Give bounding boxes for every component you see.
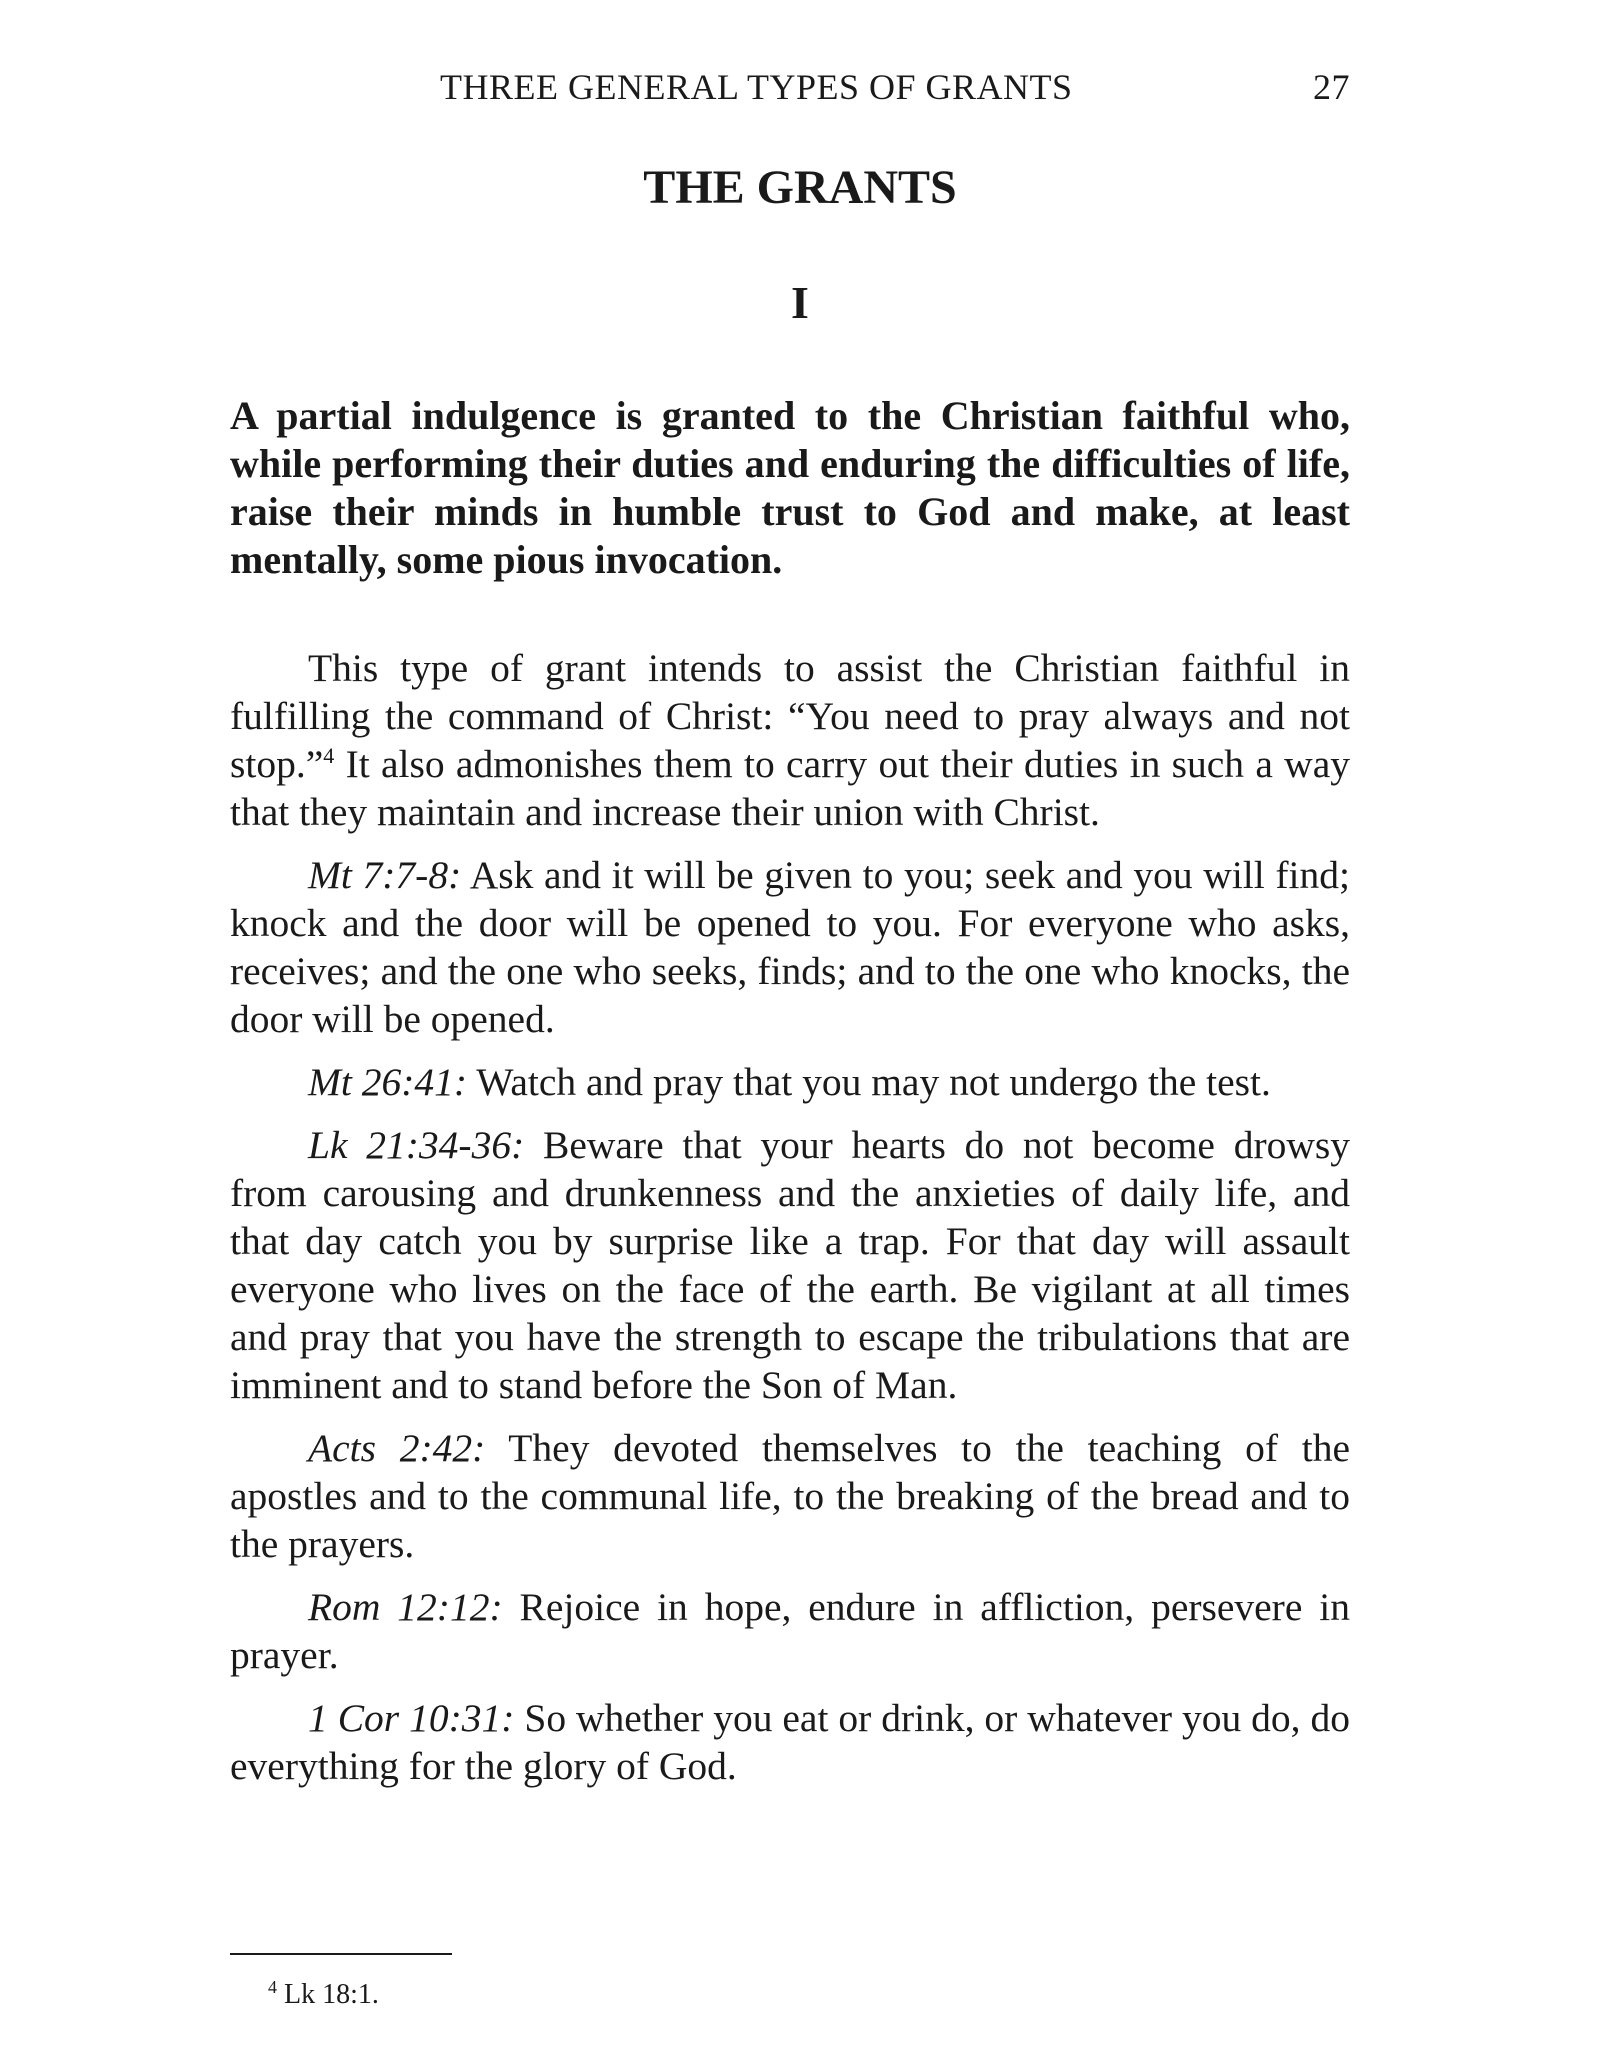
scripture-text: They devoted themselves to the teaching of the apostles and to the communal life, to the breaking of the bread and to the prayers. bbox=[230, 1426, 1350, 1566]
footnote bbox=[268, 1978, 379, 2012]
footnote-reference[interactable]: 4 bbox=[323, 743, 335, 768]
intro-text-continued: It also admonishes them to carry out their duties in such a way that they maintain and increase their union with Christ. bbox=[230, 742, 1350, 834]
scripture-text: Ask and it will be given to you; seek and you will find; knock and the door will be opened to you. For everyone who asks, receives; and the one who seeks, finds; and to the one who knocks, the door will be opened. bbox=[230, 853, 1350, 1041]
intro-text: This type of grant intends to assist the Christian faithful in fulfilling the command of Christ: “You need to pray always and not stop.” bbox=[230, 646, 1350, 786]
citation-paragraph bbox=[230, 1058, 1350, 1106]
grant-number: I bbox=[791, 277, 809, 328]
running-title: THREE GENERAL TYPES OF GRANTS bbox=[440, 67, 1073, 107]
citation-paragraph bbox=[230, 1694, 1350, 1790]
scripture-reference: 1 Cor 10:31: bbox=[308, 1696, 515, 1740]
scripture-reference: Rom 12:12: bbox=[308, 1585, 503, 1629]
citation-paragraph bbox=[230, 851, 1350, 1043]
commentary-body bbox=[230, 644, 1350, 1805]
section-title: THE GRANTS bbox=[643, 161, 957, 214]
page-number: 27 bbox=[1313, 67, 1350, 107]
scripture-text: Rejoice in hope, endure in affliction, persevere in prayer. bbox=[230, 1585, 1350, 1677]
footnote-mark: 4 bbox=[268, 1977, 277, 1997]
grant-statement: A partial indulgence is granted to the Christian faithful who, while performing their duties and enduring the difficulties of life, raise their minds in humble trust to God and make, at least mentally, some pious invocation. bbox=[230, 393, 1350, 582]
scripture-text: So whether you eat or drink, or whatever you do, do everything for the glory of God. bbox=[230, 1696, 1350, 1788]
intro-paragraph bbox=[230, 644, 1350, 836]
scripture-reference: Acts 2:42: bbox=[308, 1426, 486, 1470]
citation-paragraph bbox=[230, 1583, 1350, 1679]
scripture-reference: Mt 7:7-8: bbox=[308, 853, 462, 897]
scripture-reference: Mt 26:41: bbox=[308, 1060, 468, 1104]
footnote-divider bbox=[230, 1953, 452, 1955]
scripture-reference: Lk 21:34-36: bbox=[308, 1123, 525, 1167]
scripture-text: Beware that your hearts do not become drowsy from carousing and drunkenness and the anxieties of daily life, and that day catch you by surprise like a trap. For that day will assault everyone who lives on the face of the earth. Be vigilant at all times and pray that you have the strength to escape the tribulations that are imminent and to stand before the Son of Man. bbox=[230, 1123, 1350, 1407]
citation-paragraph bbox=[230, 1424, 1350, 1568]
running-header bbox=[230, 66, 1350, 116]
footnote-text: Lk 18:1. bbox=[277, 1979, 379, 2010]
scripture-text: Watch and pray that you may not undergo the test. bbox=[467, 1060, 1271, 1104]
citation-paragraph bbox=[230, 1121, 1350, 1409]
